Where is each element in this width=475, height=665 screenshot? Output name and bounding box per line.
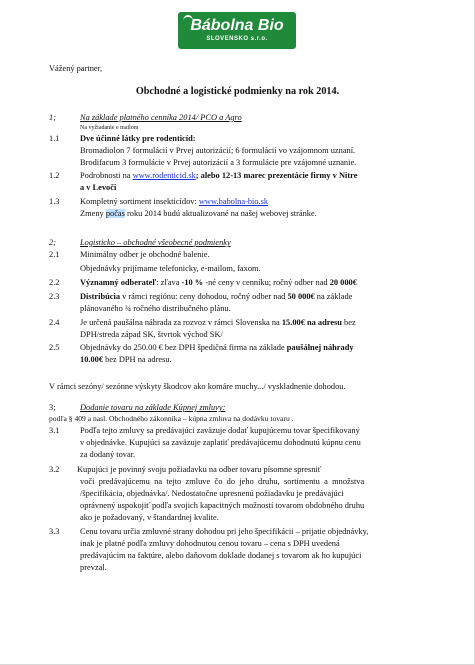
section-3-2-line-2: voči predávajúcemu na tejto zmluve čo do jeho druhu, sortimentu a množstva [80, 477, 365, 486]
section-2-5-line-1 [80, 342, 354, 353]
section-1-1-heading: Dve účinné látky pre rodenticíd: [80, 134, 196, 143]
section-2-2-number: 2.2 [49, 278, 60, 287]
section-1-note: Na vyžiadanie e mailom [80, 125, 139, 131]
section-3-1-line-3: za dodaný tovar. [80, 450, 136, 459]
section-1-3-line-2 [80, 208, 317, 219]
section-1-3-number: 1.3 [49, 197, 60, 206]
annual-threshold-value: 20 000€ [329, 278, 357, 287]
section-2-number: 2; [49, 238, 56, 247]
section-1-2-line-2: a v Levoči [80, 183, 117, 192]
section-3-3-line-1: Cenu tovaru určia zmluvné strany dohodou pri jeho špecifikácii – prijatie objednávky, [80, 527, 369, 536]
section-3-heading: Dodanie tovaru na základe Kúpnej zmluvy: [80, 403, 226, 412]
section-1-number: 1; [49, 113, 56, 122]
section-2-4-number: 2.4 [49, 318, 60, 327]
section-3-3-number: 3.3 [49, 527, 60, 536]
section-2-5-text: Objednávky do 250.00 € bez DPH špedičná firma na základe [80, 343, 285, 352]
section-1-3-text-b: roku 2014 budú aktualizované na našej webovej stránke. [127, 209, 317, 218]
section-3-2-line-1: Kupujúci je povinný svoju požiadavku na odber tovaru písomne spresniť [77, 465, 322, 474]
significant-customer-label: Významný odberateľ [80, 278, 157, 287]
section-3-1-line-1: Podľa tejto zmluvy sa predávajúci zaväzuje dodať kupujúcemu tovar špecifikovaný [80, 426, 360, 435]
section-1-2-bold: ; alebo 12-13 marec prezentácie firmy v Nitre [195, 171, 358, 180]
logo-name: Bábolna Bio [190, 17, 284, 34]
section-1-1-line-2: Brodifacum 3 formulácie v Prvej autorizácií a 3 formulácie pre vzájomné uznanie. [80, 158, 357, 167]
section-3-3-line-2: inak je platné podľa zmluvy dohodnutou cenou tovaru – cena s DPH uvedená [80, 539, 340, 548]
discount-value: -10 % [181, 278, 204, 287]
section-1-1-line-1: Bromadiolon 7 formulácií v Prvej autorizácií; 6 formulácií vo vzájomnom uznaní. [80, 146, 356, 155]
section-1-3-line-1 [80, 196, 268, 207]
section-2-1-line-2: Objednávky prijímame telefonicky, e-mailom, faxom. [80, 264, 261, 273]
section-1-3-text: Kompletný sortiment insekticídov: [80, 197, 197, 206]
section-2-3-number: 2.3 [49, 292, 60, 301]
section-3-subtitle: podľa § 409 a nasl. Obchodného zákonníka – kúpna zmluva na dodávku tovaru . [49, 414, 294, 423]
section-2-4-text-post: bez [344, 318, 356, 327]
section-2-5-number: 2.5 [49, 343, 60, 352]
logo-subtitle: SLOVENSKO s.r.o. [206, 36, 268, 42]
section-1-2-text: Podrobnosti na [80, 171, 131, 180]
rodenticid-link[interactable]: www.rodenticid.sk [132, 171, 196, 180]
distribution-label: Distribúcia [80, 292, 121, 301]
highlighted-word: počas [105, 209, 125, 218]
section-3-3-line-3: predávajúcim na faktúre, alebo daňovom doklade dodanej s tovarom ak ho kupujúci [80, 551, 362, 560]
section-2-3-line-2: plánovaného ¾ ročného distribučného plánu. [80, 304, 231, 313]
section-1-2-number: 1.2 [49, 171, 60, 180]
section-2-2-line [80, 277, 357, 288]
logo-swoosh-icon [183, 15, 193, 27]
season-note: V rámci sezóny/ sezónne výskyty škodcov ako komáre muchy.../ vyskladnenie dohodou. [49, 382, 346, 391]
page-title: Obchodné a logistické podmienky na rok 2014. [135, 86, 340, 97]
section-2-4-line-1 [80, 317, 356, 328]
flat-fee-value: 10.00€ [80, 355, 104, 364]
section-3-1-number: 3.1 [49, 426, 60, 435]
section-2-5-line-2 [80, 354, 172, 365]
section-2-5-text-2: bez DPH na adresu. [105, 355, 172, 364]
section-3-3-line-4: prevzal. [80, 563, 107, 572]
section-3-2-line-3: /špecifikácia, objednávka/. Nedostatočne upresnenú požiadavku je predávajúci [80, 489, 344, 498]
section-2-2-text: : zľava [156, 278, 180, 287]
flat-fee-label: paušálnej náhrady [286, 343, 354, 352]
section-2-3-text-end: na základe [316, 292, 353, 301]
greeting: Vážený partner, [49, 64, 103, 73]
section-3-number: 3; [49, 403, 56, 412]
company-logo [178, 12, 296, 49]
section-1-heading: Na základe platného cenníka 2014/ PCO a Agro [80, 113, 242, 122]
babolna-bio-link[interactable]: www.babolna-bio.sk [198, 197, 269, 206]
section-1-3-text-a: Zmeny [80, 209, 104, 218]
section-3-2-line-5: ako je požadovaný, v štandardnej kvalite. [80, 513, 219, 522]
section-2-3-text: v rámci regiónu: ceny dohodou, ročný odber nad [122, 292, 286, 301]
section-2-1-line-1: Minimálny odber je obchodné balenie. [80, 250, 210, 259]
section-2-1-number: 2.1 [49, 250, 60, 259]
delivery-fee: 15.00€ na adresu [281, 318, 342, 327]
section-2-4-line-2: DPH/streda západ SK, štvrtok východ SK/ [80, 330, 223, 339]
section-3-2-number: 3.2 [49, 465, 60, 474]
section-2-4-text: Je určená paušálna náhrada za rozvoz v rámci Slovenska na [80, 318, 280, 327]
section-2-heading: Logisticko – obchodné všeobecné podmienky [80, 238, 231, 247]
section-1-2-line-1 [80, 170, 357, 181]
section-2-3-line-1 [80, 291, 352, 302]
distribution-threshold: 50 000€ [287, 292, 315, 301]
section-3-1-line-2: v objednávke. Kupujúci sa zaväzuje zaplatiť predávajúcemu dohodnutú kúpnu cenu [80, 438, 361, 447]
section-3-2-line-4: oprávnený uspokojiť podľa svojich kapacitných možností tovarom obdobného druhu [80, 501, 365, 510]
section-1-1-number: 1.1 [49, 134, 60, 143]
section-2-2-text-2: -né ceny v cenníku; ročný odber nad [205, 278, 328, 287]
